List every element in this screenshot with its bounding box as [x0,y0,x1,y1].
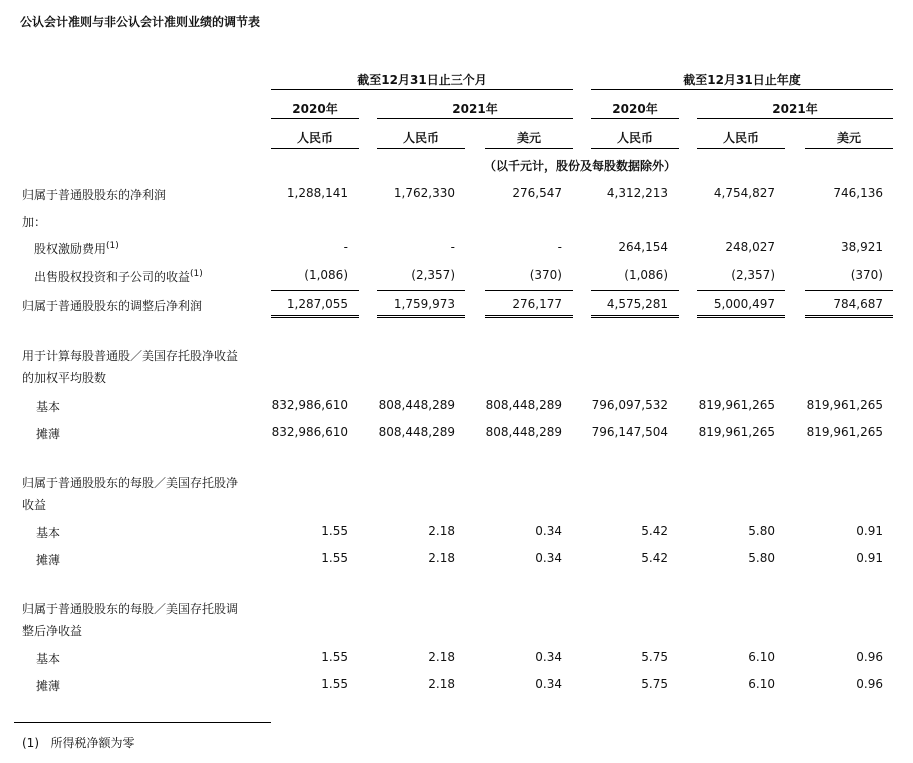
value-cell: 819,961,265 [698,398,775,412]
value-cell: 808,448,289 [378,425,455,439]
row-label: 摊薄 [36,427,61,441]
footnote-ref: (1) [190,269,203,279]
value-cell: 0.96 [856,677,883,691]
value-cell: 264,154 [618,240,668,254]
value-cell: 4,575,281 [606,297,668,311]
value-cell: 0.91 [856,524,883,538]
value-cell: - [450,240,455,254]
value-cell: 808,448,289 [378,398,455,412]
header-full-year: 截至12月31日止年度 [683,73,801,87]
value-cell: (1,086) [304,268,348,282]
value-cell: 784,687 [833,297,883,311]
divider [485,148,573,149]
value-cell: 746,136 [833,186,883,200]
year-2020-y: 2020年 [612,102,658,116]
value-cell: 1,762,330 [393,186,455,200]
row-label: 基本 [36,652,61,666]
value-cell: 4,754,827 [713,186,775,200]
divider [591,118,679,119]
divider [377,118,573,119]
divider [271,89,573,90]
value-cell: 832,986,610 [271,425,348,439]
value-cell: 0.34 [535,650,562,664]
value-cell: 819,961,265 [806,425,883,439]
subtotal-rule [805,290,893,291]
subtotal-rule [485,290,573,291]
value-cell: (370) [850,268,883,282]
currency-header: 人民币 [722,131,759,145]
value-cell: 5.75 [641,677,668,691]
value-cell: 5,000,497 [713,297,775,311]
value-cell: 5.80 [748,551,775,565]
value-cell: 1.55 [321,524,348,538]
year-2021-q: 2021年 [452,102,498,116]
total-rule [271,315,359,318]
section-heading: 收益 [22,498,47,512]
value-cell: 5.42 [641,524,668,538]
subtotal-rule [271,290,359,291]
footnote-divider [14,722,271,723]
divider [271,118,359,119]
divider [591,148,679,149]
divider [377,148,465,149]
value-cell: 276,177 [512,297,562,311]
units-note: （以千元计，股份及每股数据除外） [483,159,676,173]
currency-header: 人民币 [402,131,439,145]
row-label: 摊薄 [36,679,61,693]
value-cell: - [343,240,348,254]
value-cell: 276,547 [512,186,562,200]
row-label: 摊薄 [36,553,61,567]
value-cell: 2.18 [428,677,455,691]
value-cell: 1.55 [321,650,348,664]
currency-header: 美元 [516,131,541,145]
value-cell: 2.18 [428,524,455,538]
section-heading: 的加权平均股数 [22,371,107,385]
value-cell: 819,961,265 [698,425,775,439]
value-cell: 38,921 [841,240,883,254]
value-cell: (2,357) [731,268,775,282]
value-cell: 4,312,213 [606,186,668,200]
value-cell: 1,287,055 [286,297,348,311]
value-cell: 1.55 [321,677,348,691]
page-title: 公认会计准则与非公认会计准则业绩的调节表 [20,15,261,29]
section-heading: 归属于普通股股东的每股／美国存托股净 [22,476,239,490]
subtotal-rule [377,290,465,291]
value-cell: 2.18 [428,650,455,664]
value-cell: 6.10 [748,677,775,691]
value-cell: 0.96 [856,650,883,664]
divider [805,148,893,149]
total-rule [591,315,679,318]
value-cell: 1.55 [321,551,348,565]
year-2021-y: 2021年 [772,102,818,116]
total-rule [485,315,573,318]
currency-header: 人民币 [616,131,653,145]
row-label: 归属于普通股股东的净利润 [22,188,167,202]
divider [271,148,359,149]
value-cell: 6.10 [748,650,775,664]
section-heading: 整后净收益 [22,624,83,638]
currency-header: 美元 [836,131,861,145]
value-cell: 1,759,973 [393,297,455,311]
year-2020-q: 2020年 [292,102,338,116]
footnote: (1) 所得税净额为零 [22,736,135,750]
value-cell: 5.75 [641,650,668,664]
value-cell: - [557,240,562,254]
divider [697,118,893,119]
value-cell: (1,086) [624,268,668,282]
header-three-months: 截至12月31日止三个月 [357,73,487,87]
value-cell: 5.80 [748,524,775,538]
divider [591,89,893,90]
section-heading: 归属于普通股股东的每股／美国存托股调 [22,602,239,616]
footnote-ref: (1) [106,241,119,251]
subtotal-rule [697,290,785,291]
value-cell: 808,448,289 [485,398,562,412]
currency-header: 人民币 [296,131,333,145]
total-rule [805,315,893,318]
value-cell: 0.91 [856,551,883,565]
value-cell: (370) [529,268,562,282]
row-label: 基本 [36,526,61,540]
total-rule [697,315,785,318]
value-cell: 819,961,265 [806,398,883,412]
value-cell: (2,357) [411,268,455,282]
row-label: 基本 [36,400,61,414]
value-cell: 808,448,289 [485,425,562,439]
value-cell: 2.18 [428,551,455,565]
value-cell: 1,288,141 [286,186,348,200]
row-label: 出售股权投资和子公司的收益$^{(1)}$ [34,269,203,284]
row-label: 股权激励费用$^{(1)}$ [34,241,119,256]
row-label: 归属于普通股股东的调整后净利润 [22,299,203,313]
value-cell: 0.34 [535,524,562,538]
divider [697,148,785,149]
value-cell: 0.34 [535,551,562,565]
total-rule [377,315,465,318]
value-cell: 5.42 [641,551,668,565]
value-cell: 0.34 [535,677,562,691]
value-cell: 832,986,610 [271,398,348,412]
value-cell: 796,097,532 [591,398,668,412]
value-cell: 248,027 [725,240,775,254]
section-heading: 用于计算每股普通股／美国存托股净收益 [22,349,239,363]
subtotal-rule [591,290,679,291]
row-label: 加： [22,215,47,229]
value-cell: 796,147,504 [591,425,668,439]
